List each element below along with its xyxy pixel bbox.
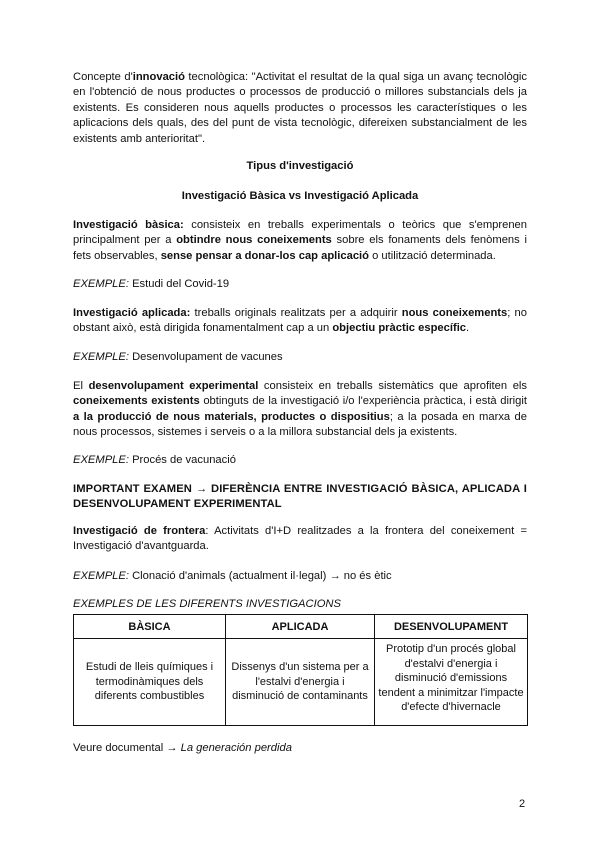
bold-phrase: obtindre nous coneixements bbox=[176, 234, 332, 247]
example-development bbox=[73, 453, 527, 468]
text-run: consisteix en treballs sistemàtics que aprofiten els bbox=[258, 380, 528, 392]
table-caption-text: EXEMPLES DE LES DIFERENTS INVESTIGACIONS bbox=[73, 598, 341, 610]
text-run: ; a la posada en marxa de nous processos, sistemes i serveis o a la millora substancial dels ja existents. bbox=[73, 410, 527, 439]
example-label: EXEMPLE: bbox=[73, 278, 129, 290]
text-run: . bbox=[466, 322, 470, 335]
text-run: : Activitats d'I+D realitzades a la frontera del coneixement = Investigació d'avantguarda. bbox=[73, 525, 527, 553]
section-heading-types: Tipus d'investigació bbox=[246, 160, 354, 172]
paragraph-experimental-development bbox=[73, 379, 527, 441]
bold-phrase: a la producció de nous materials, productes o dispositius bbox=[73, 410, 390, 423]
cell-basic: Estudi de lleis químiques i termodinàmiques dels diferents combustibles bbox=[74, 639, 226, 726]
text-run: ; no obstant això, està dirigida fonamentalment cap a un bbox=[73, 307, 527, 335]
text-run: treballs originals realitzats per a adquirir bbox=[190, 307, 402, 319]
example-label: EXEMPLE: bbox=[73, 454, 129, 466]
page-number: 2 bbox=[519, 798, 526, 810]
documentary-reference bbox=[73, 741, 527, 756]
text-run: Concepte d' bbox=[73, 71, 133, 83]
important-exam-note: IMPORTANT EXAMEN → DIFERÈNCIA ENTRE INVESTIGACIÓ BÀSICA, APLICADA I DESENVOLUPAMENT EXPERIMENTAL bbox=[73, 483, 527, 511]
text-run: tecnològica: "Activitat el resultat de la qual siga un avanç tecnològic en l'obtenció de nous productes o processos de producció o millores substancials dels ja existents. Es consideren nous aquells productes o processos les característiques o les aplicacions dels quals, des del punt de vista tecnològic, difereixen substancialment de les existents amb anterioritat". bbox=[73, 71, 527, 145]
example-text: Desenvolupament de vacunes bbox=[128, 351, 283, 363]
cell-development: Prototip d'un procés global d'estalvi d'energia i disminució d'emissions tendent a minimitzar l'impacte d'efecte d'hivernacle bbox=[375, 639, 528, 726]
text-run: consisteix en treballs experimentals o teòrics que s'emprenen principalment per a bbox=[73, 219, 527, 247]
bold-term-basic: Investigació bàsica: bbox=[73, 219, 184, 231]
bold-phrase: nous coneixements bbox=[401, 307, 508, 319]
text-run: o utilització determinada. bbox=[368, 249, 496, 262]
text-run: Veure documental → bbox=[73, 742, 181, 754]
cell-applied: Dissenys d'un sistema per a l'estalvi d'energia i disminució de contaminants bbox=[226, 639, 375, 726]
example-text: Procés de vacunació bbox=[128, 454, 236, 466]
bold-phrase: sense pensar a donar-los cap aplicació bbox=[160, 249, 369, 262]
header-applied: APLICADA bbox=[226, 615, 375, 639]
bold-term-frontier: Investigació de frontera bbox=[73, 525, 206, 537]
example-label: EXEMPLE: bbox=[73, 351, 129, 363]
bold-phrase: objectiu pràctic específic bbox=[332, 322, 467, 335]
bold-term-applied: Investigació aplicada: bbox=[73, 307, 191, 319]
example-label: EXEMPLE: bbox=[73, 570, 129, 582]
paragraph-frontier-research bbox=[73, 524, 527, 555]
example-text: Estudi del Covid-19 bbox=[128, 278, 230, 290]
innovation-definition bbox=[73, 70, 527, 147]
bold-term-development: desenvolupament experimental bbox=[88, 380, 259, 392]
examples-table bbox=[73, 614, 528, 726]
text-run: El bbox=[73, 380, 89, 392]
bold-term-innovation: innovació bbox=[132, 71, 185, 83]
table-caption bbox=[73, 597, 527, 612]
header-development: DESENVOLUPAMENT bbox=[375, 615, 528, 639]
documentary-title: La generación perdida bbox=[180, 742, 292, 754]
example-frontier bbox=[73, 569, 527, 584]
table-row bbox=[74, 639, 528, 726]
paragraph-applied-research bbox=[73, 306, 527, 337]
paragraph-basic-research bbox=[73, 218, 527, 264]
section-heading-versus: Investigació Bàsica vs Investigació Aplicada bbox=[181, 190, 419, 202]
header-basic: BÀSICA bbox=[74, 615, 226, 639]
bold-phrase: coneixements existents bbox=[73, 395, 200, 408]
example-text: Clonació d'animals (actualment il·legal) → no és ètic bbox=[128, 570, 392, 582]
text-run: obtinguts de la investigació i/o l'experiència pràctica, i està dirigit bbox=[199, 395, 527, 408]
table-header-row bbox=[74, 615, 528, 639]
text-run: sobre els fonaments dels fenòmens i fets observables, bbox=[73, 234, 527, 262]
example-applied bbox=[73, 350, 527, 365]
example-basic bbox=[73, 277, 527, 292]
